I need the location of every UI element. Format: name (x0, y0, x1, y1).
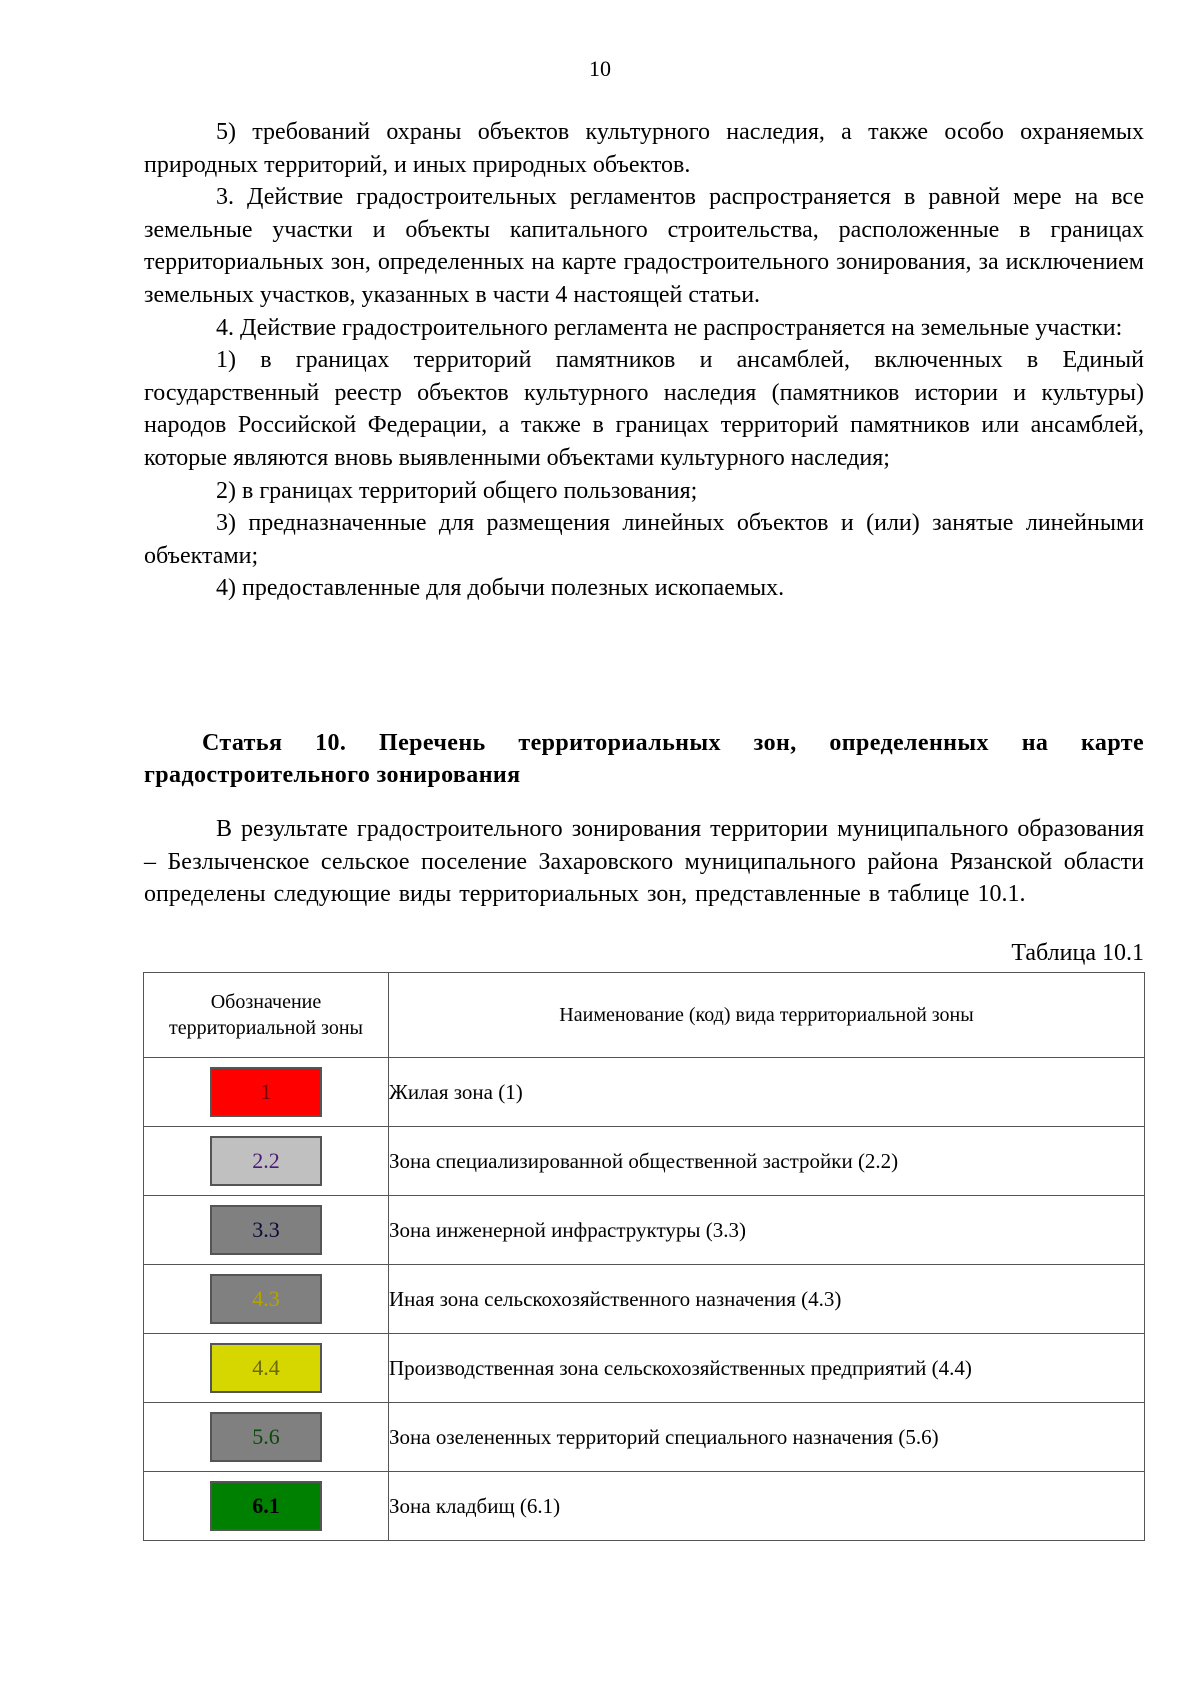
paragraph: 2) в границах территорий общего пользования; (216, 477, 698, 504)
zone-swatch: 3.3 (210, 1205, 322, 1255)
zone-code-cell (144, 1472, 389, 1541)
zone-swatch: 6.1 (210, 1481, 322, 1531)
zone-swatch: 1 (210, 1067, 322, 1117)
paragraph: 1) в границах территорий памятников и ансамблей, включенных в Единый государственный реестр объектов культурного наследия (памятников истории и культуры) народов Российской Федерации, а также в границах территорий памятников или ансамблей, которые являются вновь выявленными объектами культурного наследия; (144, 347, 1144, 471)
zone-swatch: 2.2 (210, 1136, 322, 1186)
header-name: Наименование (код) вида территориальной зоны (389, 973, 1145, 1058)
intro-paragraph: В результате градостроительного зонирования территории муниципального образования – Безлыченское сельское поселение Захаровского муниципального района Рязанской области определены следующие виды территориальных зон, представленные в таблице 10.1. (144, 816, 1144, 907)
paragraph: 5) требований охраны объектов культурного наследия, а также особо охраняемых природных территорий, и иных природных объектов. (144, 119, 1144, 178)
zone-name-cell: Производственная зона сельскохозяйственных предприятий (4.4) (389, 1334, 1145, 1403)
zone-name-cell: Зона озелененных территорий специального назначения (5.6) (389, 1403, 1145, 1472)
zone-name-cell: Зона кладбищ (6.1) (389, 1472, 1145, 1541)
table-header-row (144, 973, 1145, 1058)
zone-code-cell (144, 1334, 389, 1403)
table-row (144, 1127, 1145, 1196)
paragraph: 4. Действие градостроительного регламента не распространяется на земельные участки: (216, 314, 1123, 341)
header-code: Обозначение территориальной зоны (144, 973, 389, 1058)
paragraph: 4) предоставленные для добычи полезных ископаемых. (216, 575, 785, 602)
article-title: Статья 10. Перечень территориальных зон, определенных на карте градостроительного зонирования (144, 730, 1144, 788)
table-row (144, 1265, 1145, 1334)
zone-name-cell: Зона инженерной инфраструктуры (3.3) (389, 1196, 1145, 1265)
zones-table (143, 972, 1145, 1541)
paragraph: 3. Действие градостроительных регламентов распространяется в равной мере на все земельные участки и объекты капитального строительства, расположенные в границах территориальных зон, определенных на карте градостроительного зонирования, за исключением земельных участков, указанных в части 4 настоящей статьи. (144, 184, 1144, 308)
zone-name-cell: Зона специализированной общественной застройки (2.2) (389, 1127, 1145, 1196)
zone-code-cell (144, 1127, 389, 1196)
zone-code-cell (144, 1058, 389, 1127)
intro-text (144, 813, 1144, 911)
table-row (144, 1196, 1145, 1265)
table-caption: Таблица 10.1 (1011, 940, 1144, 966)
zone-code-cell (144, 1196, 389, 1265)
paragraph: 3) предназначенные для размещения линейных объектов и (или) занятые линейными объектами; (144, 510, 1144, 569)
zone-code-cell (144, 1265, 389, 1334)
table-row (144, 1472, 1145, 1541)
zone-swatch: 5.6 (210, 1412, 322, 1462)
zone-name-cell: Жилая зона (1) (389, 1058, 1145, 1127)
table-row (144, 1058, 1145, 1127)
table-row (144, 1403, 1145, 1472)
zone-swatch: 4.3 (210, 1274, 322, 1324)
zone-name-cell: Иная зона сельскохозяйственного назначения (4.3) (389, 1265, 1145, 1334)
zone-swatch: 4.4 (210, 1343, 322, 1393)
body-text (144, 116, 1144, 605)
table-row (144, 1334, 1145, 1403)
page-number: 10 (589, 56, 611, 81)
zone-code-cell (144, 1403, 389, 1472)
